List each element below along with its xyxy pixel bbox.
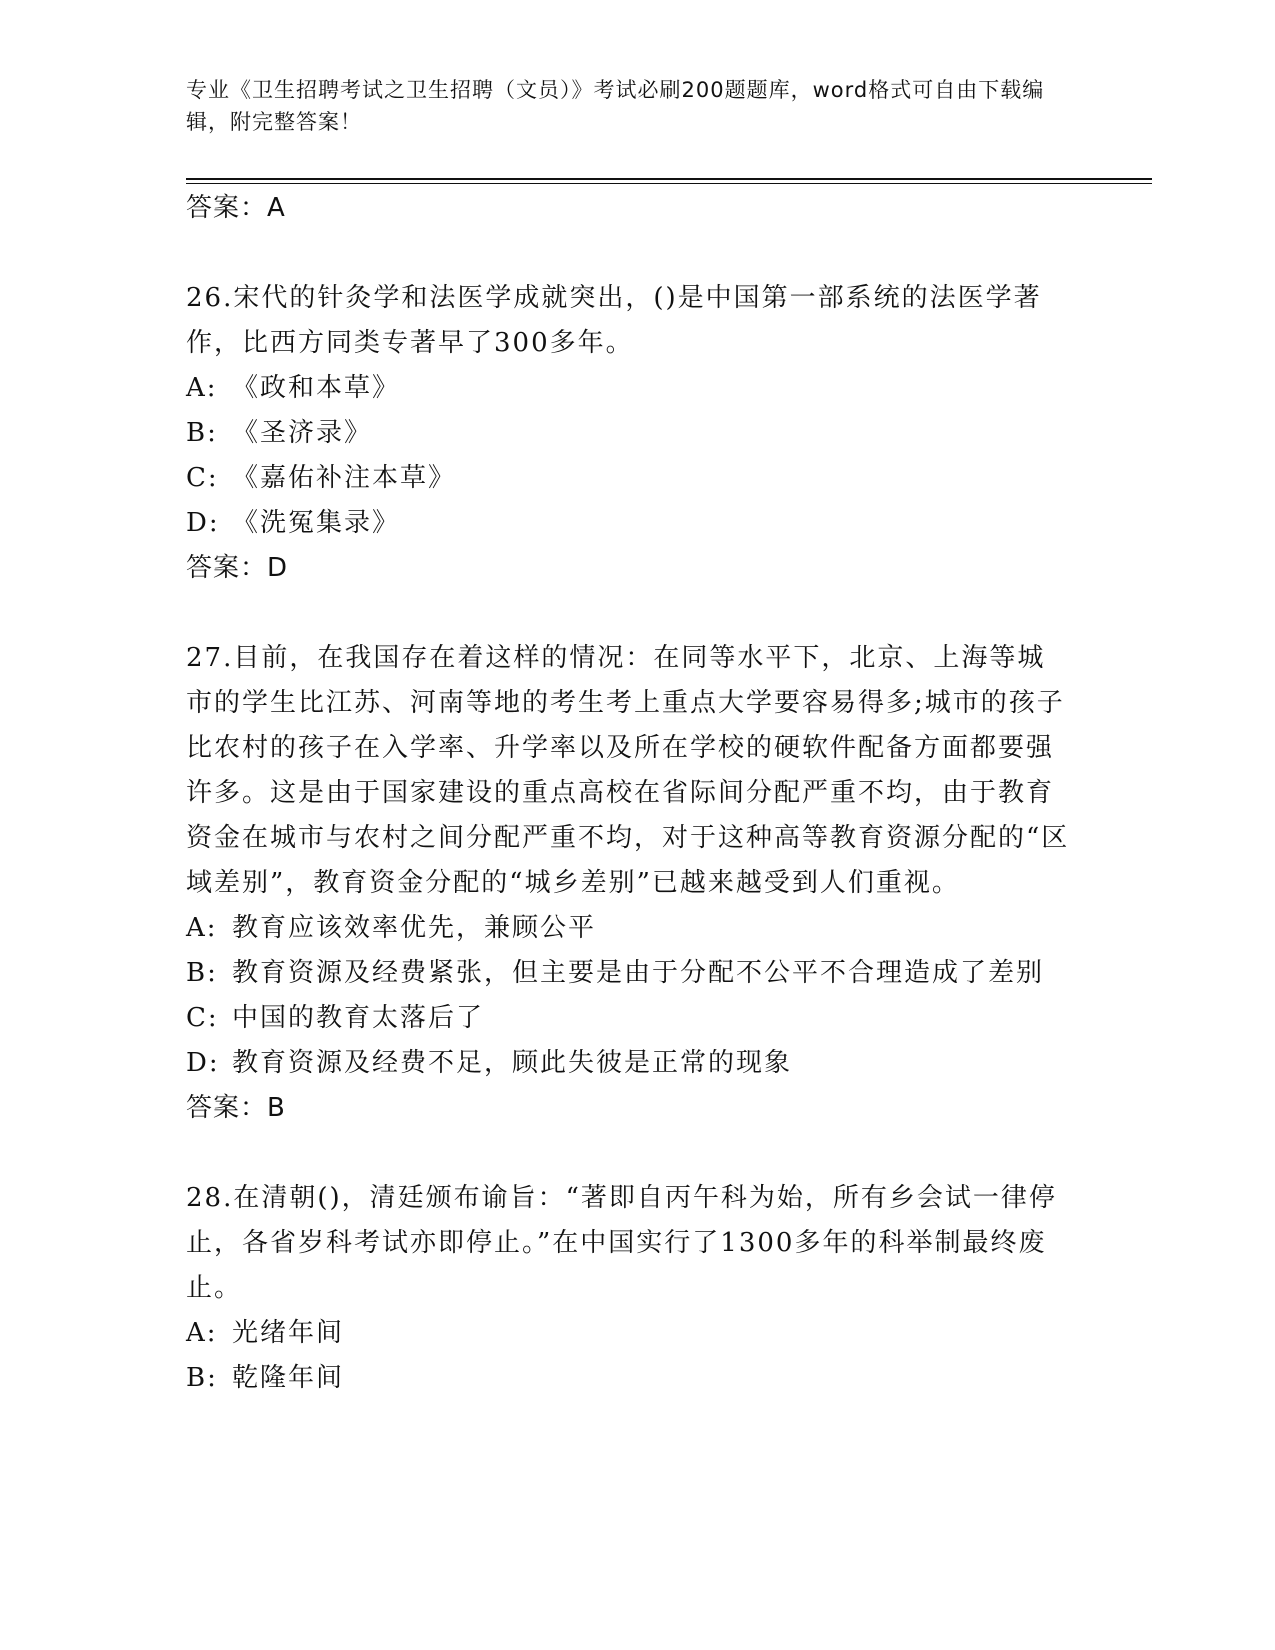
question-item bbox=[186, 276, 1072, 591]
option-c bbox=[186, 456, 1072, 501]
option-key: C: bbox=[186, 463, 219, 493]
option-key: A: bbox=[186, 1318, 218, 1348]
option-text: 乾隆年间 bbox=[232, 1363, 345, 1393]
page-header: 专业《卫生招聘考试之卫生招聘（文员）》考试必刷200题题库，word格式可自由下载编辑，附完整答案！ bbox=[186, 78, 1045, 134]
option-key: B: bbox=[186, 958, 218, 988]
question-text: 26.宋代的针灸学和法医学成就突出，()是中国第一部系统的法医学著作，比西方同类专著早了300多年。 bbox=[186, 283, 1042, 358]
question-text: 28.在清朝()，清廷颁布谕旨：“著即自丙午科为始，所有乡会试一律停止，各省岁科考试亦即停止。”在中国实行了1300多年的科举制最终废止。 bbox=[186, 1183, 1057, 1303]
option-text: 《政和本草》 bbox=[232, 373, 401, 403]
header-rule-thin bbox=[186, 183, 1152, 184]
option-key: C: bbox=[186, 1003, 219, 1033]
option-a bbox=[186, 906, 1072, 951]
option-key: B: bbox=[186, 1363, 218, 1393]
option-a bbox=[186, 1311, 1072, 1356]
option-text: 教育应该效率优先，兼顾公平 bbox=[232, 913, 597, 943]
option-b bbox=[186, 951, 1072, 996]
question-list bbox=[186, 186, 1072, 1401]
header-rule bbox=[186, 178, 1152, 180]
option-text: 《嘉佑补注本草》 bbox=[232, 463, 457, 493]
option-b bbox=[186, 411, 1072, 456]
question-text: 27.目前，在我国存在着这样的情况：在同等水平下，北京、上海等城市的学生比江苏、河南等地的考生考上重点大学要容易得多;城市的孩子比农村的孩子在入学率、升学率以及所在学校的硬软件配备方面都要强许多。这是由于国家建设的重点高校在省际间分配严重不均，由于教育资金在城市与农村之间分配严重不均，对于这种高等教育资源分配的“区域差别”，教育资金分配的“城乡差别”已越来越受到人们重视。 bbox=[186, 643, 1070, 898]
question-item bbox=[186, 636, 1072, 1131]
option-key: A: bbox=[186, 373, 218, 403]
answer-line: 答案：B bbox=[186, 1093, 286, 1123]
question-item bbox=[186, 1176, 1072, 1401]
option-c bbox=[186, 996, 1072, 1041]
answer-line: 答案：D bbox=[186, 553, 289, 583]
option-key: A: bbox=[186, 913, 218, 943]
option-text: 教育资源及经费不足，顾此失彼是正常的现象 bbox=[232, 1048, 793, 1078]
option-key: B: bbox=[186, 418, 218, 448]
option-a bbox=[186, 366, 1072, 411]
option-text: 光绪年间 bbox=[232, 1318, 345, 1348]
option-text: 教育资源及经费紧张，但主要是由于分配不公平不合理造成了差别 bbox=[232, 958, 1045, 988]
option-text: 《洗冤集录》 bbox=[232, 508, 401, 538]
option-text: 中国的教育太落后了 bbox=[232, 1003, 485, 1033]
option-key: D: bbox=[186, 508, 220, 538]
answer-line: 答案：A bbox=[186, 193, 286, 223]
option-d bbox=[186, 501, 1072, 546]
option-key: D: bbox=[186, 1048, 220, 1078]
option-d bbox=[186, 1041, 1072, 1086]
option-text: 《圣济录》 bbox=[232, 418, 373, 448]
option-b bbox=[186, 1356, 1072, 1401]
